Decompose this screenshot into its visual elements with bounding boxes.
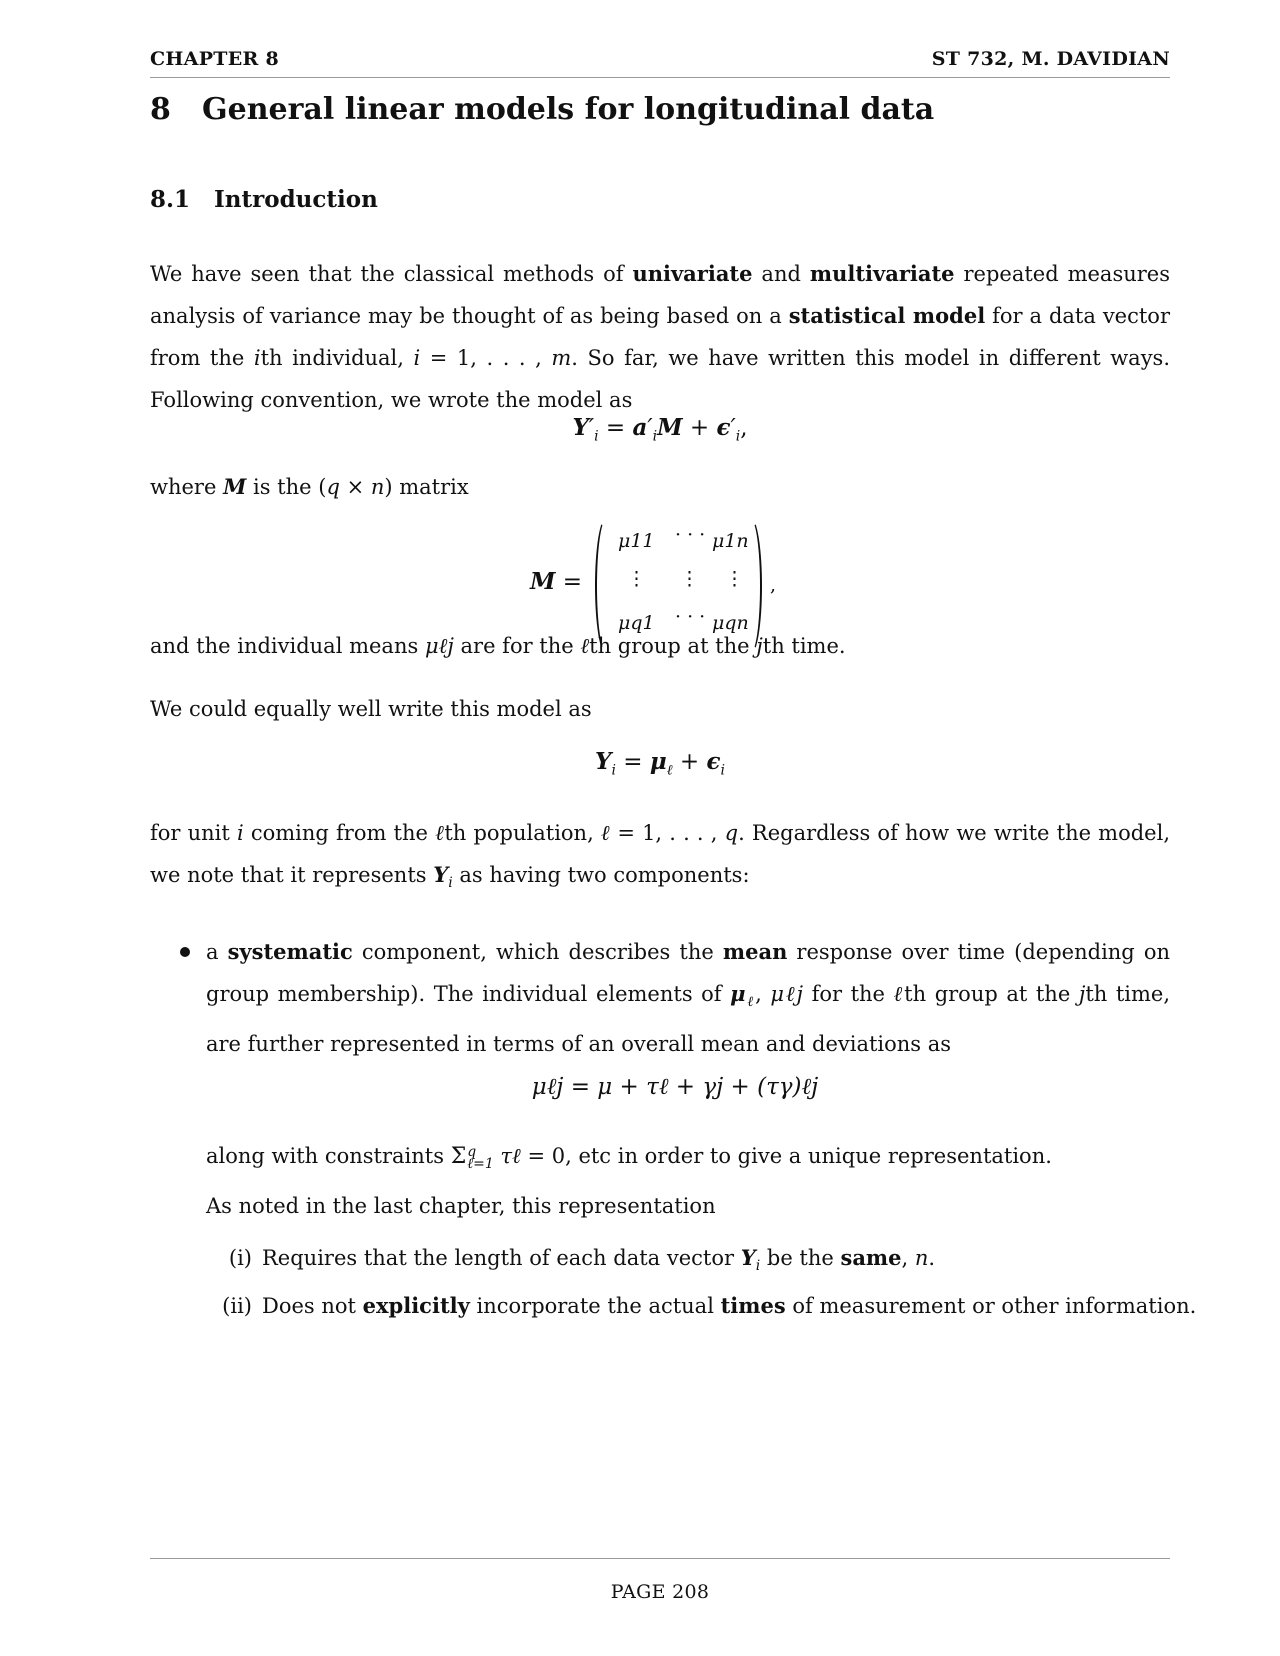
text: incorporate the actual bbox=[469, 1294, 721, 1318]
math-sub: i bbox=[652, 428, 658, 445]
text: , bbox=[901, 1246, 915, 1270]
chapter-number: 8 bbox=[150, 92, 171, 127]
math-var: ϵ bbox=[706, 748, 721, 775]
math-var: Y bbox=[572, 414, 589, 441]
math-var: j bbox=[1078, 982, 1086, 1006]
matrix-cell: ⋮ bbox=[627, 568, 646, 590]
matrix-cell: μ11 bbox=[618, 530, 655, 552]
alt-form-intro: We could equally well write this model as bbox=[150, 697, 592, 721]
math-sub: i bbox=[611, 762, 616, 779]
matrix-cell: ⋮ bbox=[680, 568, 699, 590]
math-op: Σ bbox=[450, 1144, 467, 1169]
matrix-cell: ⋮ bbox=[725, 568, 744, 590]
page-number: PAGE 208 bbox=[610, 1581, 710, 1603]
math-sup: q bbox=[467, 1143, 477, 1160]
means-description bbox=[150, 625, 1170, 667]
text: is the ( bbox=[246, 475, 327, 499]
text: a bbox=[206, 940, 228, 964]
running-header bbox=[150, 48, 1170, 78]
text: Does not bbox=[262, 1294, 363, 1318]
math-var: ℓ bbox=[600, 821, 611, 845]
text: th individual, bbox=[260, 346, 414, 370]
math-var: μ bbox=[730, 981, 746, 1006]
math-var: M bbox=[530, 568, 556, 595]
enum-label: (ii) bbox=[222, 1294, 252, 1318]
text: . So far, we have written this model in different ways. Following convention, we wrote the model as bbox=[150, 346, 1171, 412]
equation-model-row-form: $Y'_i = a'_iM + \epsilon'_i$, bbox=[572, 414, 748, 445]
text: for a data vector from the bbox=[150, 304, 1170, 370]
section-number: 8.1 bbox=[150, 186, 191, 213]
math-var: M bbox=[223, 474, 247, 499]
text: . bbox=[928, 1246, 936, 1270]
matrix-cell: μq1 bbox=[618, 612, 655, 634]
text: response over time (depending on group membership). The individual elements of bbox=[206, 940, 1170, 1006]
math-op: = bbox=[598, 415, 633, 441]
components-paragraph bbox=[150, 812, 1170, 904]
math-op: = bbox=[555, 569, 583, 595]
math-sub: i bbox=[735, 428, 741, 445]
math-sub: i bbox=[448, 875, 453, 892]
text: th group at the bbox=[589, 634, 757, 658]
text: = 1, . . . , bbox=[420, 346, 552, 370]
matrix-comma: , bbox=[770, 574, 777, 596]
math-var: q bbox=[326, 475, 340, 499]
math-op: × bbox=[339, 475, 371, 499]
math-punct: , bbox=[740, 415, 748, 441]
math-var: i bbox=[236, 821, 244, 845]
math-var: n bbox=[914, 1246, 929, 1270]
header-course-author: ST 732, M. DAVIDIAN bbox=[931, 48, 1170, 70]
math-sub: i bbox=[594, 428, 599, 445]
text: Requires that the length of each data vector bbox=[262, 1246, 741, 1270]
math-var: i bbox=[253, 346, 261, 370]
text: ) matrix bbox=[384, 475, 469, 499]
math-var: ℓ bbox=[893, 982, 905, 1006]
equation-model-vector-form bbox=[150, 748, 1170, 780]
bold-term: mean bbox=[722, 939, 788, 964]
math-var: ϵ bbox=[716, 414, 731, 441]
math-var: n bbox=[370, 475, 385, 499]
text: as having two components: bbox=[452, 863, 750, 887]
bold-term: multivariate bbox=[809, 261, 955, 286]
math-sub: i bbox=[720, 762, 725, 779]
math-var: ℓ bbox=[580, 634, 590, 658]
math-var: μ bbox=[649, 748, 667, 775]
text: where bbox=[150, 475, 224, 499]
text: th time, are further represented in terms of an overall mean and deviations as bbox=[206, 982, 1171, 1057]
text: and the individual means bbox=[150, 634, 425, 658]
bold-term: systematic bbox=[227, 939, 353, 964]
math-op: + bbox=[682, 415, 717, 441]
math-var: m bbox=[551, 346, 572, 370]
math-var: Y bbox=[433, 862, 449, 887]
math-op: + bbox=[672, 749, 707, 775]
text: are for the bbox=[453, 634, 581, 658]
math-var: μℓj bbox=[424, 634, 454, 658]
text: , bbox=[755, 982, 771, 1006]
representation-intro: As noted in the last chapter, this representation bbox=[206, 1194, 716, 1218]
bold-term: same bbox=[840, 1245, 902, 1270]
math-var: Y bbox=[595, 748, 612, 775]
text: along with constraints bbox=[206, 1144, 451, 1168]
bullet-systematic-component bbox=[180, 931, 1170, 1065]
math-var: τℓ bbox=[493, 1144, 521, 1168]
matrix-cell: μ1n bbox=[712, 530, 749, 552]
text: for unit bbox=[150, 821, 237, 845]
matrix-lhs bbox=[530, 568, 582, 595]
math-var: q bbox=[724, 821, 739, 845]
bold-term: explicitly bbox=[362, 1293, 470, 1318]
matrix-intro-line bbox=[150, 466, 1170, 508]
intro-paragraph bbox=[150, 253, 1170, 421]
text: repeated measures analysis of variance may be thought of as being based on a bbox=[150, 262, 1170, 328]
text: for the bbox=[803, 982, 894, 1006]
text: coming from the bbox=[243, 821, 436, 845]
bold-term: statistical model bbox=[788, 303, 986, 328]
math-var: j bbox=[756, 634, 763, 658]
chapter-title bbox=[150, 92, 934, 127]
constraints-line bbox=[206, 1135, 1170, 1178]
math-var: Y bbox=[740, 1245, 756, 1270]
header-chapter: CHAPTER 8 bbox=[150, 48, 280, 70]
math-var: i bbox=[413, 346, 421, 370]
enum-item-i bbox=[214, 1245, 1170, 1274]
math-sub: ℓ bbox=[666, 762, 673, 779]
section-title bbox=[150, 186, 378, 213]
text: th time. bbox=[762, 634, 846, 658]
text: = 0, etc in order to give a unique representation. bbox=[520, 1144, 1052, 1168]
text: and bbox=[752, 262, 810, 286]
text: = 1, . . . , bbox=[610, 821, 725, 845]
footer-rule bbox=[150, 1558, 1170, 1559]
matrix-cell: μqn bbox=[712, 612, 749, 634]
math-var: a bbox=[632, 414, 648, 441]
matrix-cell: · · · bbox=[675, 524, 706, 546]
matrix-cell: · · · bbox=[675, 606, 706, 628]
math-var: M bbox=[657, 414, 683, 441]
math-op: = bbox=[615, 749, 650, 775]
text: component, which describes the bbox=[352, 940, 723, 964]
text: We have seen that the classical methods of bbox=[150, 262, 633, 286]
math-var: ℓ bbox=[435, 821, 445, 845]
chapter-title-text: General linear models for longitudinal data bbox=[202, 92, 935, 127]
section-title-text: Introduction bbox=[214, 186, 378, 213]
math-sub: i bbox=[755, 1258, 761, 1275]
bullet-text bbox=[206, 931, 1170, 1065]
text: . Regardless of how we write the model, we note that it represents bbox=[150, 821, 1171, 887]
enum-label: (i) bbox=[228, 1246, 252, 1270]
bold-term: univariate bbox=[632, 261, 753, 286]
text: th group at the bbox=[904, 982, 1079, 1006]
math-var: μℓj bbox=[770, 982, 804, 1006]
text: be the bbox=[760, 1246, 841, 1270]
math-sub: ℓ=1 bbox=[467, 1155, 494, 1172]
enum-item-ii bbox=[214, 1293, 1197, 1318]
math-sub: ℓ bbox=[745, 994, 756, 1011]
text: of measurement or other information. bbox=[785, 1294, 1197, 1318]
bold-term: times bbox=[720, 1293, 786, 1318]
equation-mean-decomposition: μℓj = μ + τℓ + γj + (τγ)ℓj bbox=[531, 1074, 819, 1100]
bullet-dot bbox=[180, 947, 190, 957]
text: th population, bbox=[444, 821, 601, 845]
